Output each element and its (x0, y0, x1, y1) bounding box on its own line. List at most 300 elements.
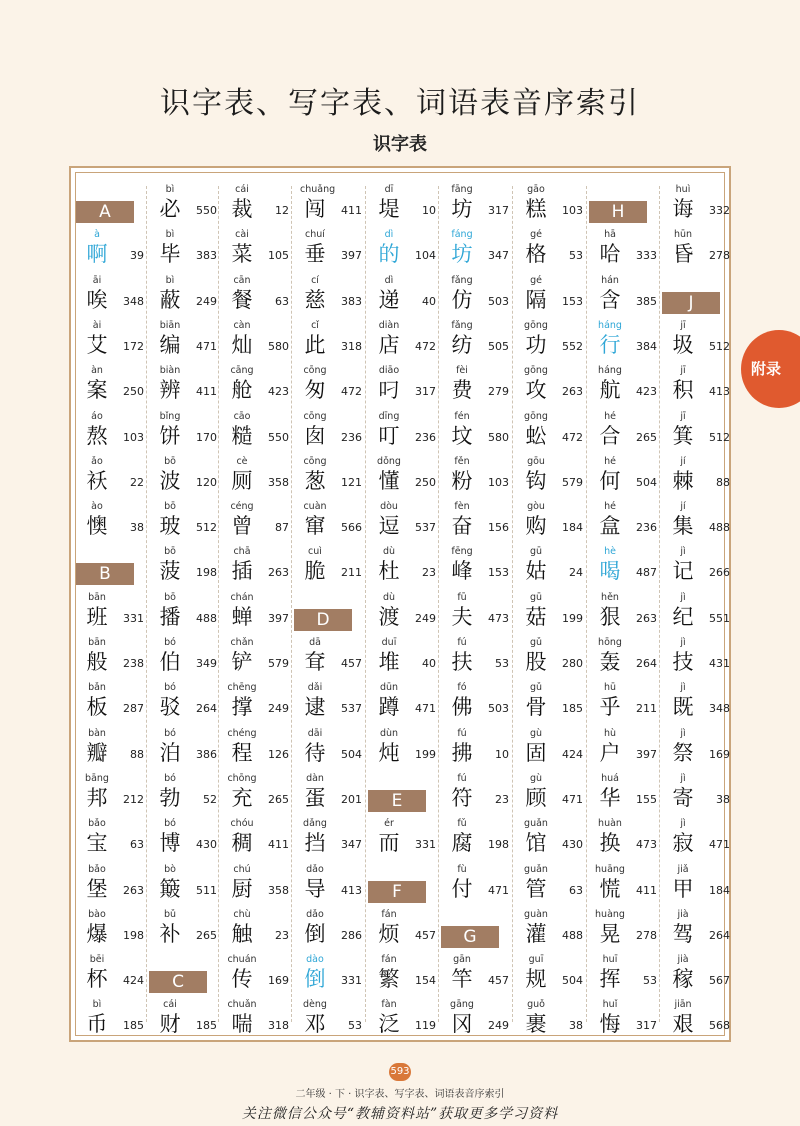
index-entry[interactable] (149, 909, 219, 954)
index-entry[interactable] (441, 773, 511, 818)
entry-page-number: 280 (562, 657, 583, 670)
entry-pinyin: bào (88, 909, 106, 920)
index-entry[interactable] (515, 999, 585, 1044)
index-entry[interactable] (149, 229, 219, 274)
entry-page-number: 423 (268, 385, 289, 398)
index-entry[interactable] (368, 637, 438, 682)
index-entry[interactable] (441, 229, 511, 274)
index-entry[interactable] (515, 501, 585, 546)
index-entry[interactable] (76, 954, 146, 999)
index-entry[interactable] (662, 546, 732, 591)
index-entry[interactable] (149, 275, 219, 320)
entry-character: 夫 (451, 605, 473, 629)
entry-pinyin: hōng (598, 637, 622, 648)
entry-page-number: 487 (636, 566, 657, 579)
index-entry[interactable] (515, 365, 585, 410)
index-entry[interactable] (441, 954, 511, 999)
index-entry[interactable] (515, 773, 585, 818)
index-entry[interactable] (662, 728, 732, 773)
index-column-8 (589, 184, 659, 1036)
entry-pinyin: bō (164, 456, 176, 467)
index-entry[interactable] (662, 365, 732, 410)
index-entry[interactable] (662, 773, 732, 818)
index-entry[interactable] (662, 592, 732, 637)
index-entry[interactable] (515, 637, 585, 682)
index-entry[interactable] (221, 637, 291, 682)
index-entry[interactable] (441, 682, 511, 727)
entry-pinyin: àn (91, 365, 103, 376)
entry-pinyin: bó (164, 773, 176, 784)
entry-page-number: 40 (422, 295, 436, 308)
index-entry[interactable] (589, 365, 659, 410)
entry-character: 盒 (599, 514, 621, 538)
watermark-text: 关注微信公众号“教辅资料站”获取更多学习资料 (241, 1106, 559, 1122)
entry-pinyin: huī (602, 954, 618, 965)
index-entry[interactable] (441, 864, 511, 909)
entry-character: 换 (599, 831, 621, 855)
index-entry[interactable] (76, 682, 146, 727)
entry-page-number: 126 (268, 748, 289, 761)
entry-page-number: 488 (709, 521, 730, 534)
index-entry[interactable] (368, 546, 438, 591)
index-entry[interactable] (149, 456, 219, 501)
index-entry[interactable] (149, 682, 219, 727)
entry-pinyin: dì (384, 229, 394, 240)
entry-character: 棘 (672, 469, 694, 493)
entry-pinyin: fú (457, 773, 467, 784)
column-divider (438, 186, 439, 1022)
entry-page-number: 250 (123, 385, 144, 398)
entry-character: 悔 (599, 1012, 621, 1036)
entry-character: 拂 (451, 741, 473, 765)
entry-character: 杯 (86, 967, 108, 991)
index-entry[interactable] (221, 864, 291, 909)
entry-character: 隔 (525, 288, 547, 312)
entry-page-number: 263 (562, 385, 583, 398)
index-entry[interactable] (589, 728, 659, 773)
entry-pinyin: ài (92, 320, 102, 331)
entry-pinyin: jì (680, 818, 686, 829)
entry-character: 佛 (451, 695, 473, 719)
index-entry[interactable] (149, 592, 219, 637)
entry-character: 堤 (378, 197, 400, 221)
index-entry[interactable] (589, 864, 659, 909)
index-entry[interactable] (515, 184, 585, 229)
index-entry[interactable] (515, 682, 585, 727)
index-entry[interactable] (589, 320, 659, 365)
index-entry[interactable] (221, 682, 291, 727)
entry-character: 合 (599, 424, 621, 448)
entry-page-number: 63 (275, 295, 289, 308)
index-entry[interactable] (662, 999, 732, 1044)
entry-pinyin: hè (604, 546, 616, 557)
index-entry[interactable] (294, 909, 364, 954)
entry-pinyin: gù (529, 773, 543, 784)
index-entry[interactable] (294, 546, 364, 591)
entry-character: 喝 (599, 559, 621, 583)
index-entry[interactable] (515, 954, 585, 999)
column-divider (146, 186, 147, 1022)
entry-character: 驾 (672, 922, 694, 946)
index-entry[interactable] (221, 411, 291, 456)
entry-pinyin: bò (164, 864, 176, 875)
index-entry[interactable] (662, 909, 732, 954)
entry-page-number: 63 (569, 884, 583, 897)
index-entry[interactable] (221, 456, 291, 501)
index-entry[interactable] (589, 592, 659, 637)
entry-page-number: 105 (268, 249, 289, 262)
entry-page-number: 155 (636, 793, 657, 806)
index-entry[interactable] (76, 592, 146, 637)
entry-page-number: 211 (341, 566, 362, 579)
entry-page-number: 473 (636, 838, 657, 851)
index-entry[interactable] (441, 999, 511, 1044)
index-entry[interactable] (515, 229, 585, 274)
index-entry[interactable] (441, 728, 511, 773)
index-entry[interactable] (662, 864, 732, 909)
index-entry[interactable] (589, 275, 659, 320)
entry-pinyin: bō (164, 501, 176, 512)
index-entry[interactable] (515, 411, 585, 456)
index-entry[interactable] (149, 320, 219, 365)
entry-character: 渡 (378, 605, 400, 629)
entry-character: 饼 (159, 424, 181, 448)
index-entry[interactable] (441, 184, 511, 229)
index-entry[interactable] (294, 682, 364, 727)
entry-pinyin: bēi (89, 954, 105, 965)
index-entry[interactable] (368, 365, 438, 410)
entry-character: 币 (86, 1012, 108, 1036)
entry-page-number: 488 (562, 929, 583, 942)
entry-character: 粉 (451, 469, 473, 493)
index-entry[interactable] (76, 999, 146, 1044)
entry-character: 慈 (304, 288, 326, 312)
index-entry[interactable] (662, 682, 732, 727)
entry-character: 灿 (231, 333, 253, 357)
entry-character: 灌 (525, 922, 547, 946)
entry-page-number: 348 (123, 295, 144, 308)
entry-pinyin: hé (604, 411, 616, 422)
index-entry[interactable] (221, 320, 291, 365)
index-entry[interactable] (441, 501, 511, 546)
entry-page-number: 249 (415, 612, 436, 625)
entry-pinyin: dù (382, 592, 396, 603)
entry-page-number: 198 (123, 929, 144, 942)
entry-page-number: 52 (203, 793, 217, 806)
entry-character: 慌 (599, 877, 621, 901)
index-entry[interactable] (515, 546, 585, 591)
entry-character: 泛 (378, 1012, 400, 1036)
entry-pinyin: jì (680, 773, 686, 784)
index-entry[interactable] (294, 275, 364, 320)
entry-pinyin: hù (603, 728, 617, 739)
index-entry[interactable] (441, 818, 511, 863)
entry-character: 姑 (525, 559, 547, 583)
entry-character: 华 (599, 786, 621, 810)
entry-character: 裹 (525, 1012, 547, 1036)
entry-page-number: 488 (196, 612, 217, 625)
entry-pinyin: gōng (524, 320, 548, 331)
index-entry[interactable] (149, 546, 219, 591)
entry-page-number: 331 (341, 974, 362, 987)
index-entry[interactable] (441, 275, 511, 320)
entry-pinyin: hé (604, 501, 616, 512)
index-entry[interactable] (589, 818, 659, 863)
index-entry[interactable] (515, 275, 585, 320)
entry-pinyin: bǎo (88, 818, 106, 829)
index-entry[interactable] (441, 320, 511, 365)
index-entry[interactable] (149, 818, 219, 863)
index-entry[interactable] (294, 501, 364, 546)
index-entry[interactable] (221, 728, 291, 773)
entry-pinyin: cōng (303, 456, 327, 467)
entry-page-number: 579 (268, 657, 289, 670)
index-entry[interactable] (441, 411, 511, 456)
entry-character: 菠 (159, 559, 181, 583)
entry-pinyin: dì (384, 275, 394, 286)
index-entry[interactable] (76, 818, 146, 863)
index-entry[interactable] (589, 682, 659, 727)
entry-page-number: 87 (275, 521, 289, 534)
entry-character: 爆 (86, 922, 108, 946)
index-entry[interactable] (589, 501, 659, 546)
index-entry[interactable] (368, 456, 438, 501)
entry-page-number: 278 (636, 929, 657, 942)
index-entry[interactable] (368, 320, 438, 365)
index-entry[interactable] (515, 728, 585, 773)
index-entry[interactable] (368, 184, 438, 229)
index-entry[interactable] (294, 818, 364, 863)
entry-character: 喘 (231, 1012, 253, 1036)
entry-page-number: 473 (488, 612, 509, 625)
entry-pinyin: fán (381, 909, 397, 920)
index-entry[interactable] (149, 411, 219, 456)
index-entry[interactable] (368, 909, 438, 954)
index-entry[interactable] (149, 728, 219, 773)
entry-page-number: 397 (268, 612, 289, 625)
index-entry[interactable] (589, 456, 659, 501)
index-entry[interactable] (368, 592, 438, 637)
index-entry[interactable] (76, 229, 146, 274)
index-entry[interactable] (221, 275, 291, 320)
index-entry[interactable] (294, 999, 364, 1044)
index-entry[interactable] (149, 365, 219, 410)
index-entry[interactable] (221, 184, 291, 229)
entry-page-number: 170 (196, 431, 217, 444)
letter-header: F (368, 881, 426, 903)
entry-page-number: 185 (196, 1019, 217, 1032)
index-entry[interactable] (441, 456, 511, 501)
index-entry[interactable] (294, 184, 364, 229)
index-entry[interactable] (515, 592, 585, 637)
index-entry[interactable] (368, 999, 438, 1044)
index-entry[interactable] (294, 456, 364, 501)
entry-character: 堡 (86, 877, 108, 901)
index-entry[interactable] (441, 592, 511, 637)
entry-page-number: 471 (415, 702, 436, 715)
index-entry[interactable] (221, 365, 291, 410)
index-entry[interactable] (662, 320, 732, 365)
entry-character: 稼 (672, 967, 694, 991)
index-entry[interactable] (515, 456, 585, 501)
entry-character: 繁 (378, 967, 400, 991)
index-entry[interactable] (589, 546, 659, 591)
index-entry[interactable] (589, 411, 659, 456)
entry-character: 糙 (231, 424, 253, 448)
index-entry[interactable] (221, 909, 291, 954)
index-entry[interactable] (368, 728, 438, 773)
index-entry[interactable] (294, 773, 364, 818)
index-entry[interactable] (76, 773, 146, 818)
index-entry[interactable] (294, 365, 364, 410)
index-entry[interactable] (294, 637, 364, 682)
index-entry[interactable] (294, 411, 364, 456)
entry-character: 递 (378, 288, 400, 312)
entry-character: 待 (304, 741, 326, 765)
entry-character: 播 (159, 605, 181, 629)
index-entry[interactable] (662, 229, 732, 274)
index-entry[interactable] (76, 864, 146, 909)
index-entry[interactable] (294, 728, 364, 773)
entry-pinyin: fén (454, 411, 470, 422)
entry-pinyin: à (94, 229, 100, 240)
entry-character: 传 (231, 967, 253, 991)
index-entry[interactable] (368, 501, 438, 546)
index-entry[interactable] (368, 682, 438, 727)
entry-page-number: 39 (130, 249, 144, 262)
entry-pinyin: gāng (450, 999, 474, 1010)
appendix-tab[interactable]: 附录 (741, 330, 800, 408)
index-entry[interactable] (662, 456, 732, 501)
index-entry[interactable] (149, 501, 219, 546)
index-entry[interactable] (662, 954, 732, 999)
entry-page-number: 318 (268, 1019, 289, 1032)
entry-character: 航 (599, 378, 621, 402)
index-entry[interactable] (662, 818, 732, 863)
entry-character: 舱 (231, 378, 253, 402)
letter-header: C (149, 971, 207, 993)
index-entry[interactable] (368, 954, 438, 999)
index-entry[interactable] (589, 637, 659, 682)
index-entry[interactable] (662, 637, 732, 682)
index-entry[interactable] (441, 546, 511, 591)
entry-character: 蹲 (378, 695, 400, 719)
index-entry[interactable] (221, 229, 291, 274)
entry-page-number: 424 (562, 748, 583, 761)
entry-pinyin: hěn (601, 592, 619, 603)
index-entry[interactable] (368, 818, 438, 863)
entry-page-number: 120 (196, 476, 217, 489)
index-entry[interactable] (221, 546, 291, 591)
entry-pinyin: bì (92, 999, 102, 1010)
index-entry[interactable] (662, 501, 732, 546)
index-entry[interactable] (149, 773, 219, 818)
index-entry[interactable] (76, 909, 146, 954)
entry-page-number: 63 (130, 838, 144, 851)
index-entry[interactable] (76, 728, 146, 773)
index-entry[interactable] (589, 954, 659, 999)
index-entry[interactable] (589, 773, 659, 818)
index-entry[interactable] (149, 184, 219, 229)
entry-page-number: 537 (341, 702, 362, 715)
index-entry[interactable] (76, 456, 146, 501)
index-entry[interactable] (221, 501, 291, 546)
entry-pinyin: dǒng (377, 456, 401, 467)
index-entry[interactable] (589, 909, 659, 954)
index-entry[interactable] (76, 275, 146, 320)
index-entry[interactable] (294, 320, 364, 365)
index-entry[interactable] (441, 637, 511, 682)
index-entry[interactable] (76, 411, 146, 456)
entry-pinyin: biān (159, 320, 181, 331)
index-entry[interactable] (76, 501, 146, 546)
index-entry[interactable] (294, 229, 364, 274)
index-entry[interactable] (589, 999, 659, 1044)
entry-character: 菇 (525, 605, 547, 629)
index-entry[interactable] (515, 320, 585, 365)
index-entry[interactable] (368, 411, 438, 456)
entry-character: 狠 (599, 605, 621, 629)
entry-pinyin: hán (601, 275, 619, 286)
index-entry[interactable] (515, 909, 585, 954)
entry-page-number: 185 (123, 1019, 144, 1032)
index-entry[interactable] (589, 229, 659, 274)
entry-pinyin: bō (164, 592, 176, 603)
entry-character: 辨 (159, 378, 181, 402)
index-entry[interactable] (221, 999, 291, 1044)
entry-page-number: 10 (422, 204, 436, 217)
entry-pinyin: háng (598, 365, 622, 376)
entry-character: 蚣 (525, 424, 547, 448)
index-entry[interactable] (149, 864, 219, 909)
index-entry[interactable] (76, 365, 146, 410)
index-entry[interactable] (368, 275, 438, 320)
index-entry[interactable] (368, 229, 438, 274)
index-entry[interactable] (76, 320, 146, 365)
entry-page-number: 53 (643, 974, 657, 987)
index-column-2 (149, 184, 219, 1036)
index-entry[interactable] (221, 954, 291, 999)
index-entry[interactable] (662, 411, 732, 456)
entry-pinyin: gōng (524, 411, 548, 422)
index-entry[interactable] (76, 637, 146, 682)
index-entry[interactable] (221, 818, 291, 863)
entry-character: 店 (378, 333, 400, 357)
column-divider (365, 186, 366, 1022)
entry-character: 记 (672, 559, 694, 583)
entry-character: 程 (231, 741, 253, 765)
index-entry[interactable] (149, 637, 219, 682)
entry-pinyin: fú (457, 637, 467, 648)
index-entry[interactable] (221, 592, 291, 637)
index-entry[interactable] (149, 999, 219, 1044)
index-entry[interactable] (221, 773, 291, 818)
index-entry[interactable] (441, 365, 511, 410)
entry-character: 稠 (231, 831, 253, 855)
entry-page-number: 38 (130, 521, 144, 534)
index-entry[interactable] (294, 864, 364, 909)
entry-character: 厨 (231, 877, 253, 901)
index-entry[interactable] (515, 864, 585, 909)
entry-character: 烦 (378, 922, 400, 946)
entry-page-number: 384 (636, 340, 657, 353)
index-entry[interactable] (662, 184, 732, 229)
index-entry[interactable] (294, 954, 364, 999)
entry-page-number: 580 (268, 340, 289, 353)
entry-pinyin: bǎn (88, 682, 106, 693)
index-entry[interactable] (515, 818, 585, 863)
entry-pinyin: dòu (380, 501, 398, 512)
